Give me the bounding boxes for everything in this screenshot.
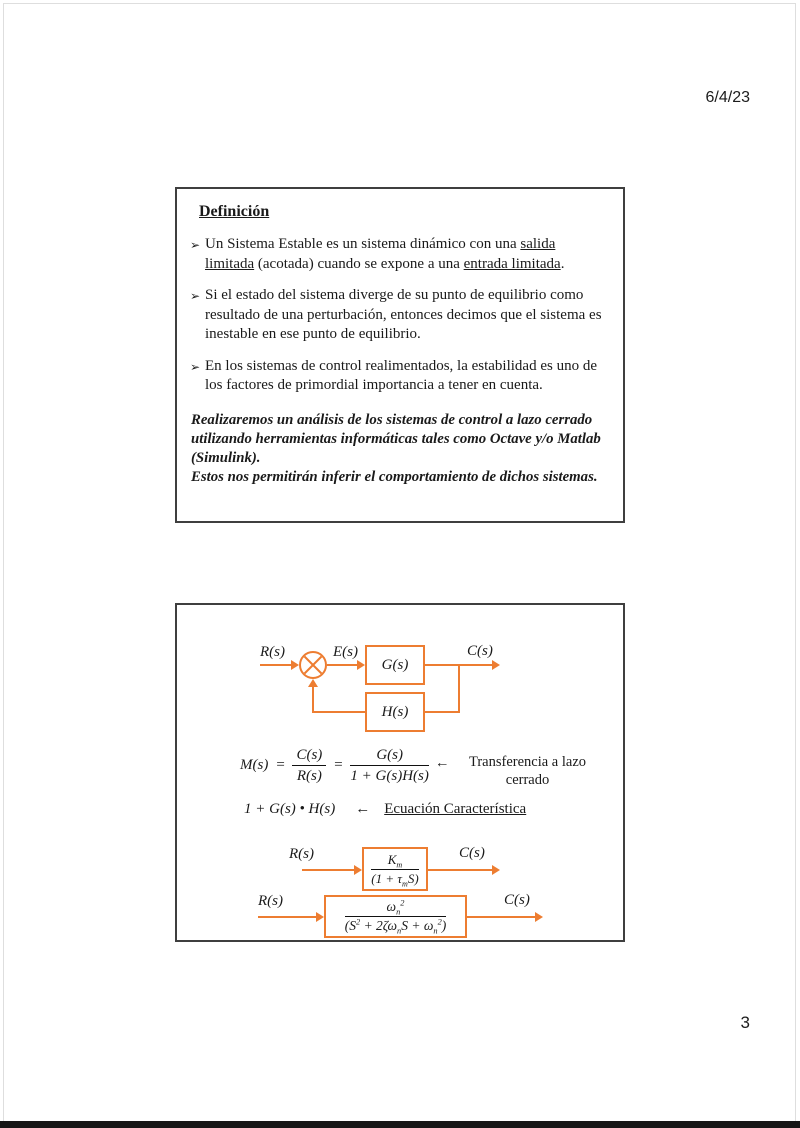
bullet-text (205, 235, 564, 274)
text-segment: m (402, 879, 408, 889)
tf1-input-label: R(s) (289, 846, 314, 862)
text-segment: limitada (205, 255, 255, 272)
left-arrow-icon: ← (355, 801, 371, 817)
tf1-arrowhead-out (492, 865, 500, 875)
text-segment: salida (520, 236, 556, 252)
text-segment: Un Sistema Estable es un sistema dinámico con una (205, 236, 521, 252)
bullet-text (205, 357, 597, 396)
tf1-fraction (371, 851, 419, 889)
equation-lhs: M(s) (240, 757, 269, 773)
text-segment: . (560, 255, 565, 272)
bullet-item (190, 286, 623, 345)
text-segment: entrada limitada (463, 255, 561, 272)
bullet-text-line (205, 306, 602, 326)
fraction-numerator: G(s) (350, 746, 428, 766)
bullet-list (177, 235, 623, 396)
bullet-text (205, 286, 602, 345)
tf2-input-label: R(s) (258, 893, 283, 909)
tf1-wire-out (428, 869, 492, 871)
page-number: 3 (740, 1013, 750, 1032)
slide-diagrama-lazo-cerrado (175, 603, 625, 942)
bullet-text-line (205, 325, 602, 345)
bullet-text-line (205, 235, 564, 255)
bullet-text-line (205, 376, 597, 396)
tf2-arrowhead-in (316, 912, 324, 922)
characteristic-equation (244, 801, 526, 818)
arrowhead-input (291, 660, 299, 670)
bullet-marker-icon: ➢ (190, 238, 201, 252)
text-segment: (1 + (371, 870, 398, 886)
text-segment: Si el estado del sistema diverge de su punto de equilibrio como (205, 287, 584, 303)
emphasis-note (191, 411, 623, 487)
input-signal-label: R(s) (260, 644, 285, 660)
arrowhead-feedback (308, 679, 318, 687)
characteristic-caption: Ecuación Característica (384, 801, 527, 817)
note-line: Realizaremos un análisis de los sistemas de control a lazo cerrado (191, 411, 593, 428)
bullet-item (190, 235, 623, 274)
equals-sign: = (275, 757, 286, 773)
arrowhead-output (492, 660, 500, 670)
tf2-block (324, 895, 467, 938)
tf1-denominator (371, 870, 418, 887)
text-segment: 2 (356, 917, 361, 927)
text-segment: S + ω (401, 918, 434, 933)
wire-into-feedback (425, 711, 460, 713)
page-bottom-edge (0, 1121, 800, 1128)
wire-feedback-tap (458, 664, 460, 713)
note-line: (Simulink). (191, 449, 261, 466)
tf1-arrowhead-in (354, 865, 362, 875)
tf2-numerator (345, 899, 447, 917)
tf2-denominator (345, 917, 447, 934)
tf1-numerator (371, 852, 418, 870)
bullet-marker-icon: ➢ (190, 359, 201, 374)
text-segment: S) (407, 870, 419, 886)
note-line: utilizando herramientas informáticas tales como Octave y/o Matlab (191, 430, 601, 447)
tf2-arrowhead-out (535, 912, 543, 922)
tf1-wire-in (302, 869, 354, 871)
bullet-marker-icon: ➢ (190, 289, 201, 303)
text-segment: 2 (437, 917, 442, 927)
bullet-item (190, 357, 623, 396)
note-line: Estos nos permitirán inferir el comportamiento de dichos sistemas. (191, 468, 598, 485)
wire-input (260, 664, 293, 666)
wire-feedback-up (312, 685, 314, 713)
forward-block-label: G(s) (381, 656, 409, 673)
summing-junction (299, 651, 327, 679)
feedback-block-label: H(s) (381, 703, 409, 720)
text-segment: resultado de una perturbación, entonces decimos que el sistema es (205, 306, 602, 323)
caption-text (462, 754, 594, 789)
text-segment: inestable en ese punto de equilibrio. (205, 326, 421, 342)
fraction-numerator: C(s) (292, 746, 326, 766)
text-segment: (acotada) cuando se expone a una (254, 255, 464, 272)
tf1-block (362, 847, 428, 891)
left-arrow-icon: ← (435, 755, 450, 771)
bullet-text-line (205, 357, 597, 377)
fraction-denominator: 1 + G(s)H(s) (350, 768, 429, 784)
text-segment: 2 (400, 898, 405, 908)
text-segment: τ (397, 870, 403, 886)
fraction-cs-rs (292, 746, 326, 785)
text-segment: m (396, 860, 403, 870)
forward-block (365, 645, 425, 685)
equals-sign: = (333, 757, 344, 773)
closed-loop-caption (435, 754, 594, 789)
caption-line: cerrado (505, 771, 550, 788)
bullet-text-line (205, 255, 564, 275)
caption-line: Transferencia a lazo (468, 754, 587, 770)
text-segment: ) (441, 918, 447, 933)
text-segment: K (387, 851, 397, 867)
wire-error (327, 664, 357, 666)
fraction-denominator: R(s) (296, 768, 322, 784)
wire-feedback-return (312, 711, 365, 713)
characteristic-expression: 1 + G(s) • H(s) (244, 801, 336, 817)
text-segment: n (433, 926, 438, 936)
output-signal-label: C(s) (467, 643, 493, 659)
text-segment: ω (386, 898, 397, 914)
error-signal-label: E(s) (333, 644, 358, 660)
text-segment: + 2ζω (360, 918, 398, 933)
tf1-output-label: C(s) (459, 845, 485, 861)
tf2-output-label: C(s) (504, 892, 530, 908)
bullet-text-line (205, 286, 602, 306)
tf2-wire-out (467, 916, 535, 918)
arrowhead-error (357, 660, 365, 670)
tf2-fraction (345, 899, 447, 934)
text-segment: los factores de primordial importancia a tener en cuenta. (205, 377, 543, 393)
page-border (3, 3, 796, 1122)
text-segment: n (396, 907, 401, 917)
slide-definicion (175, 187, 625, 523)
text-segment: En los sistemas de control realimentados, la estabilidad es uno de (205, 357, 597, 374)
tf2-wire-in (258, 916, 316, 918)
text-segment: n (397, 926, 402, 936)
text-segment: (S (344, 918, 356, 933)
fraction-gs (350, 746, 428, 785)
closed-loop-equation (240, 746, 429, 785)
feedback-block (365, 692, 425, 732)
slide-title: Definición (199, 203, 270, 220)
header-date: 6/4/23 (705, 89, 750, 106)
